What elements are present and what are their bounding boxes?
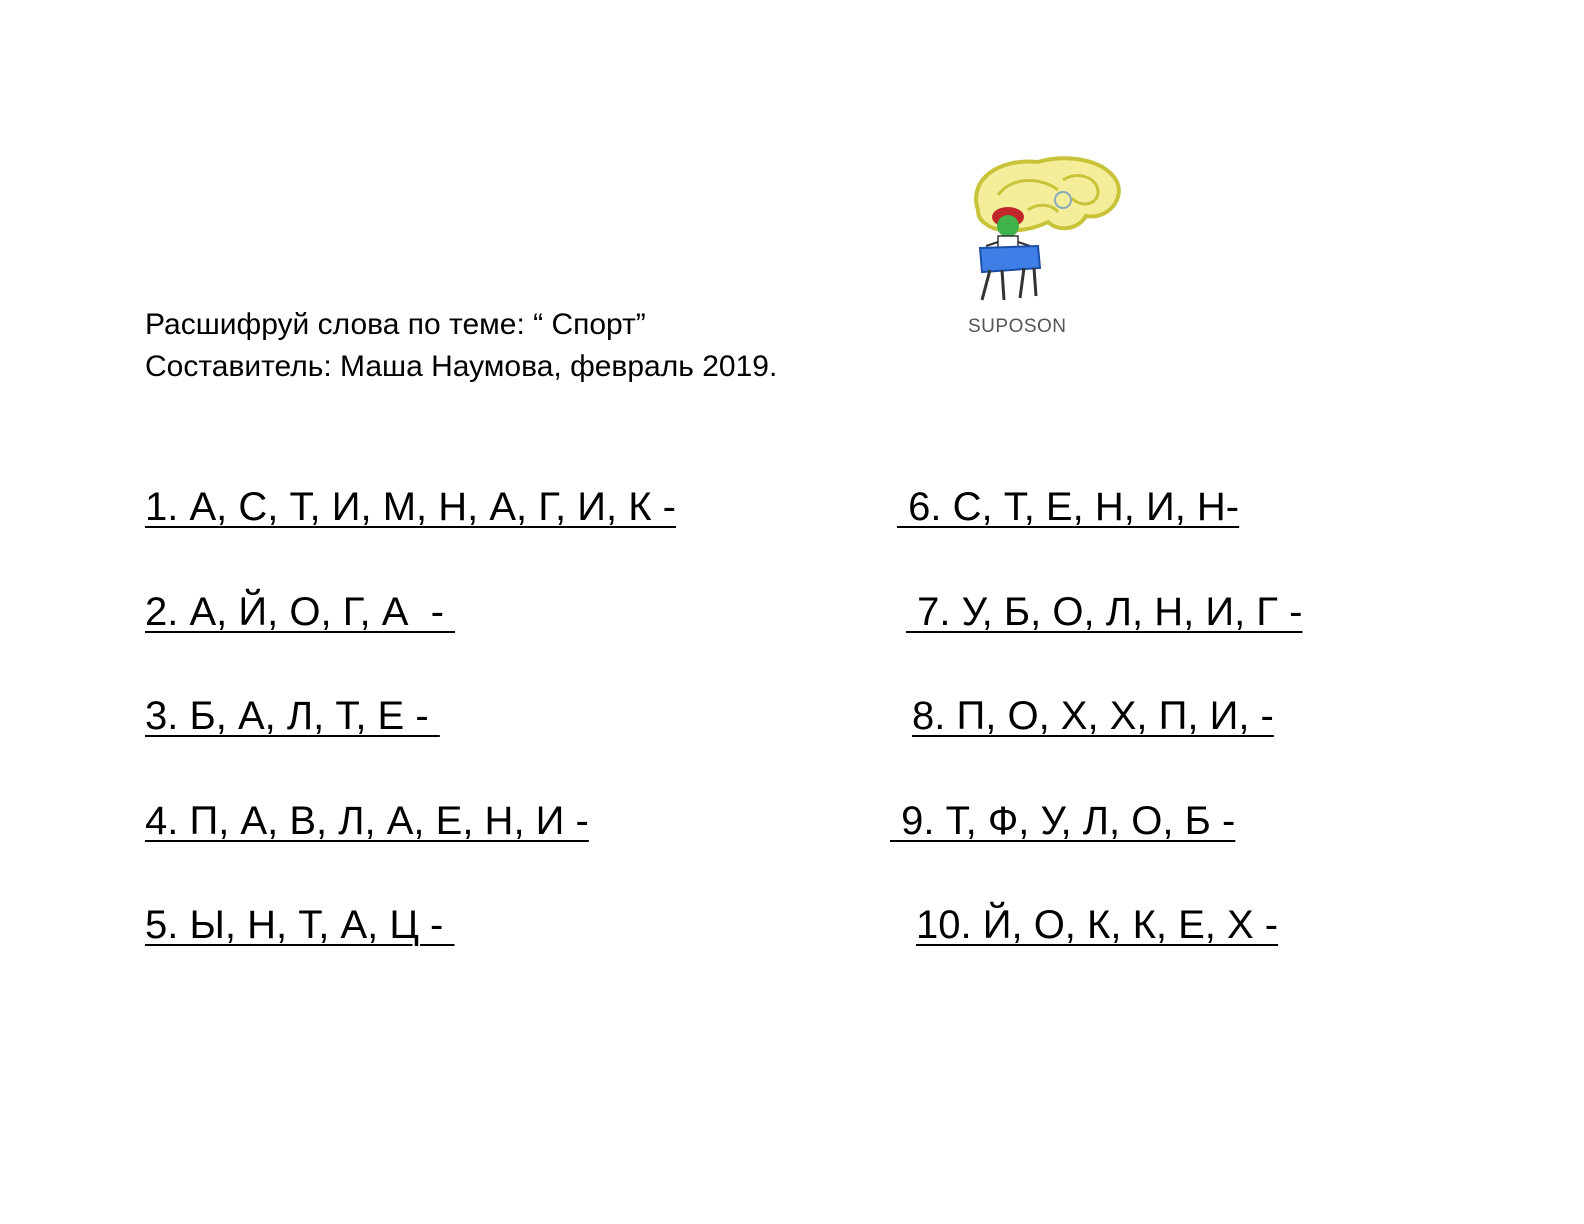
pommel-horse: [980, 246, 1040, 272]
athlete-face: [997, 215, 1019, 237]
suposon-logo-image: [968, 150, 1128, 350]
task-item-3: 3. Б, А, Л, Т, Е -: [145, 694, 440, 738]
logo-text: SUPOSON: [968, 316, 1067, 337]
task-item-2: 2. А, Й, О, Г, А -: [145, 590, 456, 634]
worksheet-author: Составитель: Маша Наумова, февраль 2019.: [145, 350, 778, 383]
task-item-1: 1. А, С, Т, И, М, Н, А, Г, И, К -: [145, 485, 676, 529]
task-item-9: 9. Т, Ф, У, Л, О, Б -: [890, 799, 1236, 843]
task-item-8: 8. П, О, Х, Х, П, И, -: [912, 694, 1274, 738]
worksheet-title: Расшифруй слова по теме: “ Спорт”: [145, 308, 646, 341]
task-item-10: 10. Й, О, К, К, Е, Х -: [916, 903, 1279, 947]
task-item-6: 6. С, Т, Е, Н, И, Н-: [897, 485, 1240, 529]
task-item-4: 4. П, А, В, Л, А, Е, Н, И -: [145, 799, 589, 843]
task-item-5: 5. Ы, Н, Т, А, Ц -: [145, 903, 455, 947]
suposon-logo: [968, 150, 1128, 350]
task-item-7: 7. У, Б, О, Л, Н, И, Г -: [906, 590, 1303, 634]
